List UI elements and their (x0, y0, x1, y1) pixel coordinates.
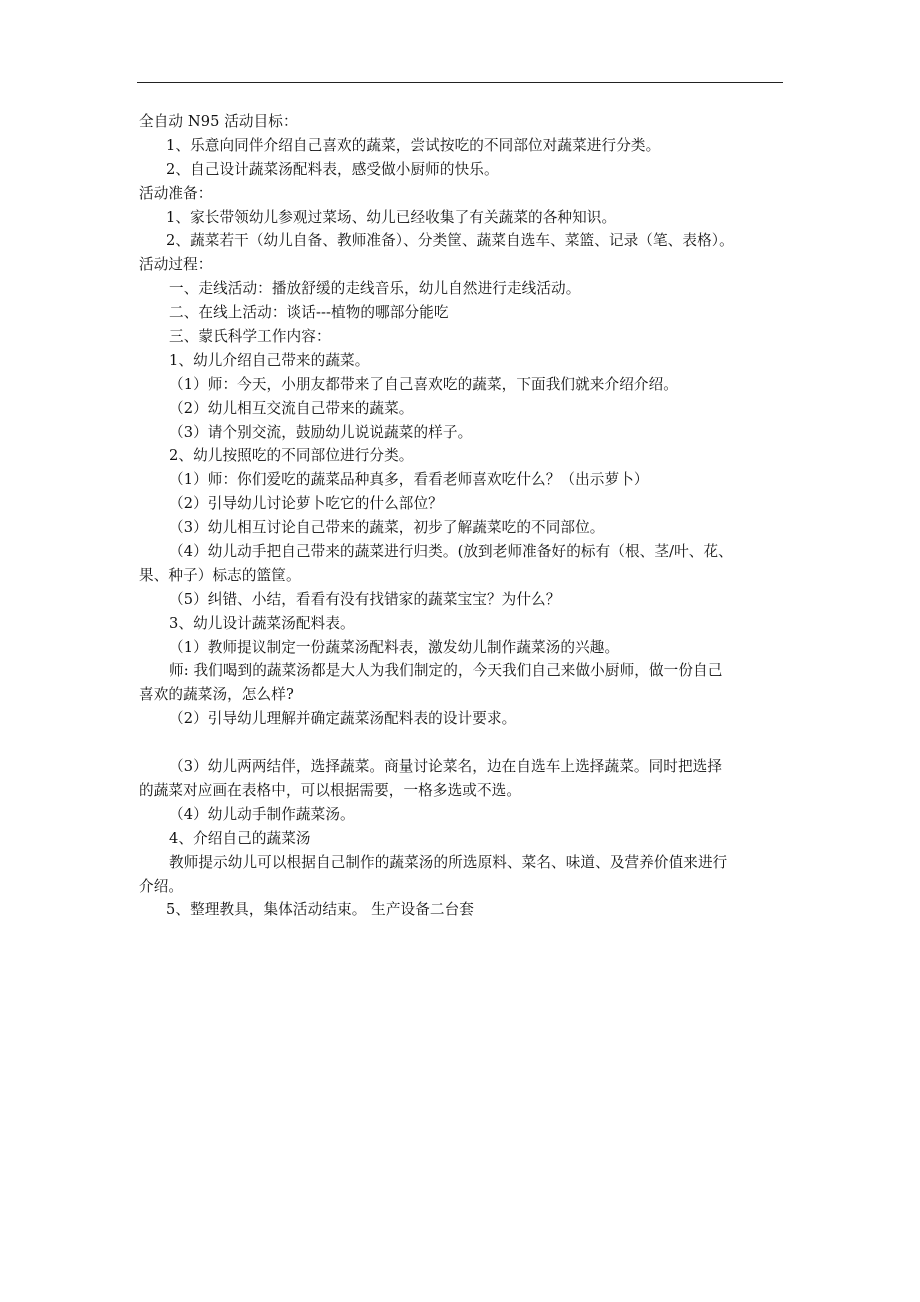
doc-line: （1）教师提议制定一份蔬菜汤配料表，激发幼儿制作蔬菜汤的兴趣。 (169, 638, 620, 656)
doc-line: 教师提示幼儿可以根据自己制作的蔬菜汤的所选原料、菜名、味道、及营养价值来进行 (169, 853, 728, 871)
doc-line: （5）纠错、小结，看看有没有找错家的蔬菜宝宝？为什么？ (169, 590, 561, 608)
doc-line: 一、走线活动：播放舒缓的走线音乐，幼儿自然进行走线活动。 (169, 280, 581, 298)
doc-line: （3）幼儿两两结伴，选择蔬菜。商量讨论菜名，边在自选车上选择蔬菜。同时把选择 (169, 758, 723, 776)
doc-line: 的蔬菜对应画在表格中，可以根据需要，一格多选或不选。 (139, 781, 522, 799)
doc-line: 1、乐意向同伴介绍自己喜欢的蔬菜，尝试按吃的不同部位对蔬菜进行分类。 (166, 136, 661, 154)
doc-line: （4）幼儿动手制作蔬菜汤。 (169, 805, 355, 823)
doc-line: 2、幼儿按照吃的不同部位进行分类。 (169, 447, 414, 465)
doc-line: （4）幼儿动手把自己带来的蔬菜进行归类。(放到老师准备好的标有（根、茎/叶、花、 (169, 543, 733, 561)
doc-line: 1、幼儿介绍自己带来的蔬菜。 (169, 351, 370, 369)
doc-line: 三、蒙氏科学工作内容： (169, 328, 331, 346)
doc-line: （3）请个别交流，鼓励幼儿说说蔬菜的样子。 (169, 423, 473, 441)
doc-line: 2、自己设计蔬菜汤配料表，感受做小厨师的快乐。 (166, 160, 499, 178)
doc-line: 果、种子）标志的篮筐。 (139, 566, 301, 584)
header-rule (137, 82, 783, 83)
doc-line: 全自动 N95 活动目标： (139, 113, 298, 130)
doc-line: （2）幼儿相互交流自己带来的蔬菜。 (169, 399, 414, 417)
doc-line: （2）引导幼儿理解并确定蔬菜汤配料表的设计要求。 (169, 710, 517, 728)
document-body (139, 110, 787, 922)
doc-line: 介绍。 (139, 877, 184, 895)
doc-line: 活动过程： (139, 256, 213, 274)
doc-line: 师: 我们喝到的蔬菜汤都是大人为我们制定的，今天我们自己来做小厨师，做一份自己 (169, 662, 723, 680)
doc-line: （3）幼儿相互讨论自己带来的蔬菜，初步了解蔬菜吃的不同部位。 (169, 519, 605, 537)
doc-line: 4、介绍自己的蔬菜汤 (169, 829, 311, 847)
doc-line: 2、蔬菜若干（幼儿自备、教师准备）、分类筐、蔬菜自选车、菜篮、记录（笔、表格）。 (166, 232, 734, 250)
doc-line: 活动准备： (139, 184, 213, 202)
doc-line: （1）师：今天，小朋友都带来了自己喜欢吃的蔬菜，下面我们就来介绍介绍。 (169, 375, 678, 393)
doc-line: 5、整理教具，集体活动结束。 生产设备二台套 (166, 901, 475, 919)
doc-line: （2）引导幼儿讨论萝卜吃它的什么部位？ (169, 495, 443, 513)
doc-line: 喜欢的蔬菜汤，怎么样? (139, 686, 294, 704)
doc-line: 1、家长带领幼儿参观过菜场、幼儿已经收集了有关蔬菜的各种知识。 (166, 208, 617, 226)
blank-line (139, 731, 787, 755)
doc-line: （1）师：你们爱吃的蔬菜品种真多，看看老师喜欢吃什么？（出示萝卜） (169, 471, 649, 489)
doc-line: 3、幼儿设计蔬菜汤配料表。 (169, 614, 355, 632)
doc-line: 二、在线上活动：谈话---植物的哪部分能吃 (169, 304, 449, 322)
